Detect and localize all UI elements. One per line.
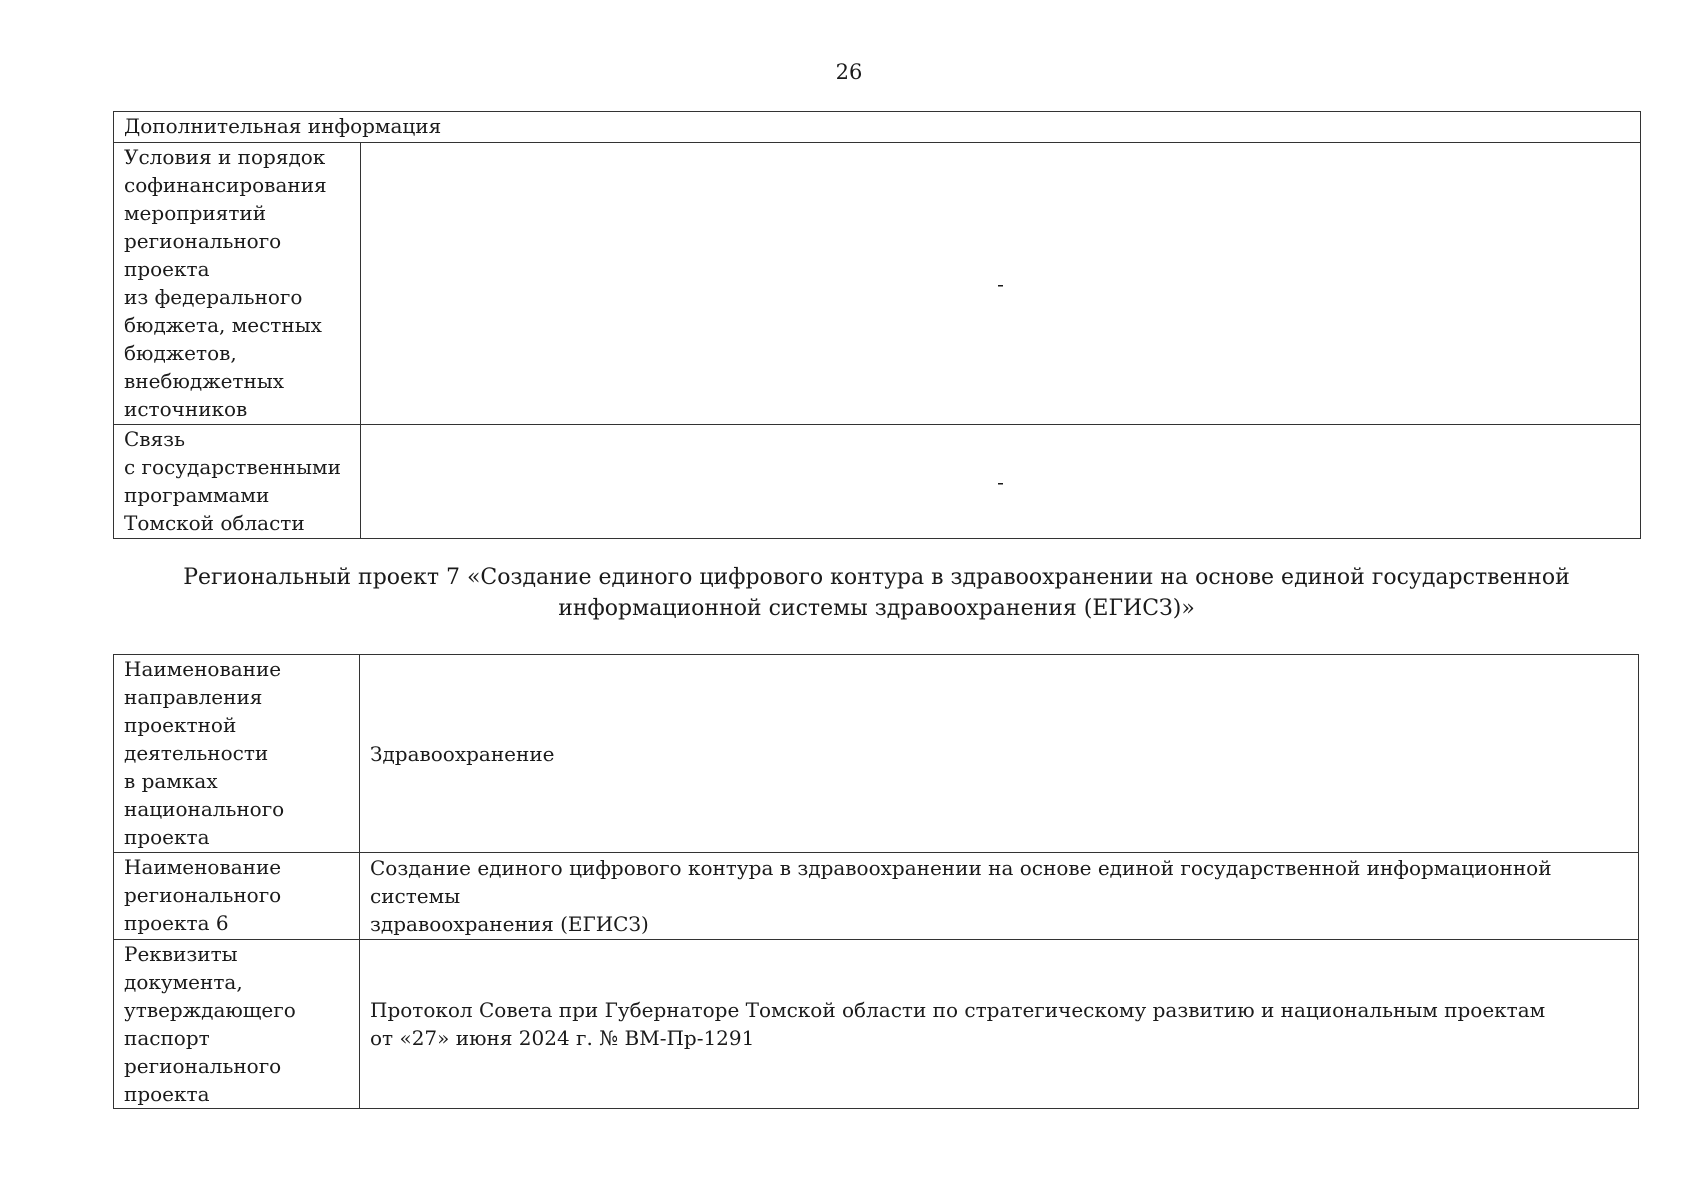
cofinancing-conditions-value: - — [361, 143, 1641, 425]
project-direction-value: Здравоохранение — [360, 655, 1639, 853]
cofinancing-conditions-label: Условия и порядок софинансирования мероприятий регионального проекта из федерального бюджета, местных бюджетов, внебюджетных источников — [114, 143, 361, 425]
regional-project-name-label: Наименование регионального проекта 6 — [114, 853, 360, 940]
regional-project-name-value: Создание единого цифрового контура в здравоохранении на основе единой государственной информационной системы здравоохранения (ЕГИСЗ) — [360, 853, 1639, 940]
approval-document-label: Реквизиты документа, утверждающего паспорт регионального проекта — [114, 940, 360, 1109]
regional-project-table — [113, 654, 1639, 1109]
table-row — [114, 853, 1639, 940]
table-row — [114, 940, 1639, 1109]
state-programs-link-value: - — [361, 425, 1641, 539]
project-direction-label: Наименование направления проектной деятельности в рамках национального проекта — [114, 655, 360, 853]
table-row — [114, 143, 1641, 425]
additional-info-header: Дополнительная информация — [114, 112, 1641, 143]
page-number: 26 — [835, 60, 863, 84]
state-programs-link-label: Связь с государственными программами Томской области — [114, 425, 361, 539]
table-row — [114, 655, 1639, 853]
approval-document-value: Протокол Совета при Губернаторе Томской области по стратегическому развитию и национальным проектам от «27» июня 2024 г. № ВМ-Пр-1291 — [360, 940, 1639, 1109]
additional-info-header-row — [114, 112, 1641, 143]
section-title: Региональный проект 7 «Создание единого цифрового контура в здравоохранении на основе единой государственной информационной системы здравоохранения (ЕГИСЗ)» — [183, 565, 1570, 621]
table-row — [114, 425, 1641, 539]
additional-info-table — [113, 111, 1641, 539]
